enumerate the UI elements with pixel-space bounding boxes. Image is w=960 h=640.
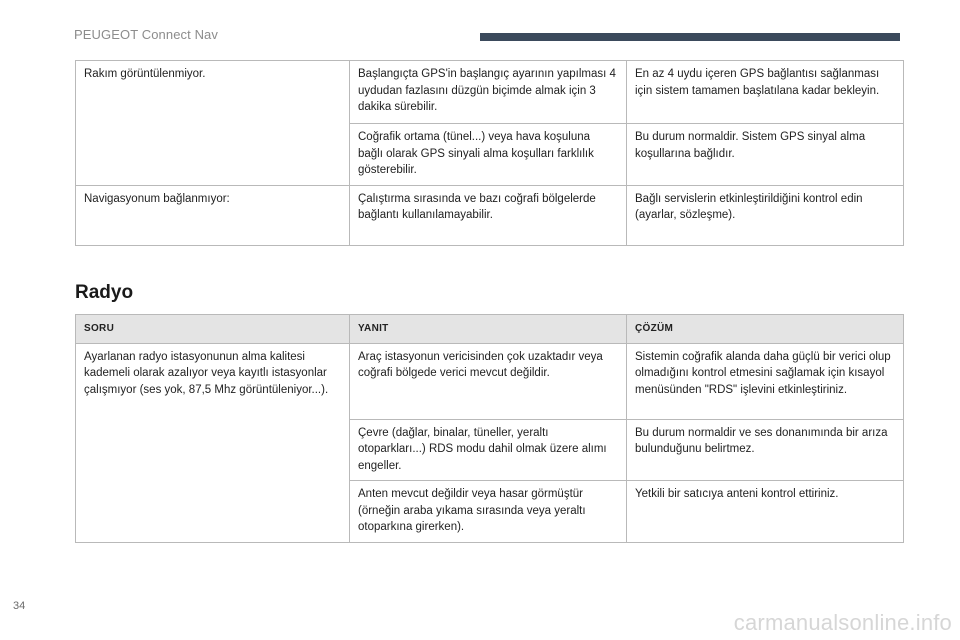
- cause-cell: Çalıştırma sırasında ve bazı coğrafi bölgelerde bağlantı kullanılamayabilir.: [350, 185, 627, 245]
- solution-cell: En az 4 uydu içeren GPS bağlantısı sağlanması için sistem tamamen başlatılana kadar bekleyin.: [627, 61, 904, 124]
- header-title: PEUGEOT Connect Nav: [74, 27, 218, 42]
- page-number: 34: [13, 600, 26, 612]
- watermark: carmanualsonline.info: [733, 610, 952, 635]
- section-title-radio: Radyo: [75, 282, 134, 303]
- table-row: [76, 61, 904, 124]
- cause-cell: Çevre (dağlar, binalar, tüneller, yeraltı otoparkları...) RDS modu dahil olmak üzere alımı engeller.: [350, 419, 627, 481]
- troubleshooting-table-navigation: [75, 60, 904, 246]
- solution-cell: Bu durum normaldir. Sistem GPS sinyal alma koşullarına bağlıdır.: [627, 124, 904, 186]
- table-row: [76, 185, 904, 245]
- solution-cell: Bu durum normaldir ve ses donanımında bir arıza bulunduğunu belirtmez.: [627, 419, 904, 481]
- question-cell: Rakım görüntülenmiyor.: [76, 61, 350, 186]
- header-bar: [480, 33, 900, 41]
- cause-cell: Başlangıçta GPS'in başlangıç ayarının yapılması 4 uydudan fazlasını düzgün biçimde almak için 3 dakika sürebilir.: [350, 61, 627, 124]
- solution-cell: Bağlı servislerin etkinleştirildiğini kontrol edin (ayarlar, sözleşme).: [627, 185, 904, 245]
- question-cell: Ayarlanan radyo istasyonunun alma kalitesi kademeli olarak azalıyor veya kayıtlı istasyonlar çalışmıyor (ses yok, 87,5 Mhz görüntüleniyor...).: [76, 343, 350, 542]
- solution-cell: Yetkili bir satıcıya anteni kontrol ettiriniz.: [627, 481, 904, 543]
- troubleshooting-table-radio: [75, 314, 904, 543]
- cause-cell: Coğrafik ortama (tünel...) veya hava koşuluna bağlı olarak GPS sinyali alma koşulları farklılık gösterebilir.: [350, 124, 627, 186]
- column-header-answer: YANIT: [350, 315, 627, 344]
- column-header-solution: ÇÖZÜM: [627, 315, 904, 344]
- table-header-row: [76, 315, 904, 344]
- solution-cell: Sistemin coğrafik alanda daha güçlü bir verici olup olmadığını kontrol etmesini sağlamak için kısayol menüsünden "RDS" işlevini etkinleştiriniz.: [627, 343, 904, 419]
- cause-cell: Araç istasyonun vericisinden çok uzaktadır veya coğrafi bölgede verici mevcut değildir.: [350, 343, 627, 419]
- cause-cell: Anten mevcut değildir veya hasar görmüştür (örneğin araba yıkama sırasında veya yeraltı otoparkına girerken).: [350, 481, 627, 543]
- question-cell: Navigasyonum bağlanmıyor:: [76, 185, 350, 245]
- table-row: [76, 343, 904, 419]
- column-header-question: SORU: [76, 315, 350, 344]
